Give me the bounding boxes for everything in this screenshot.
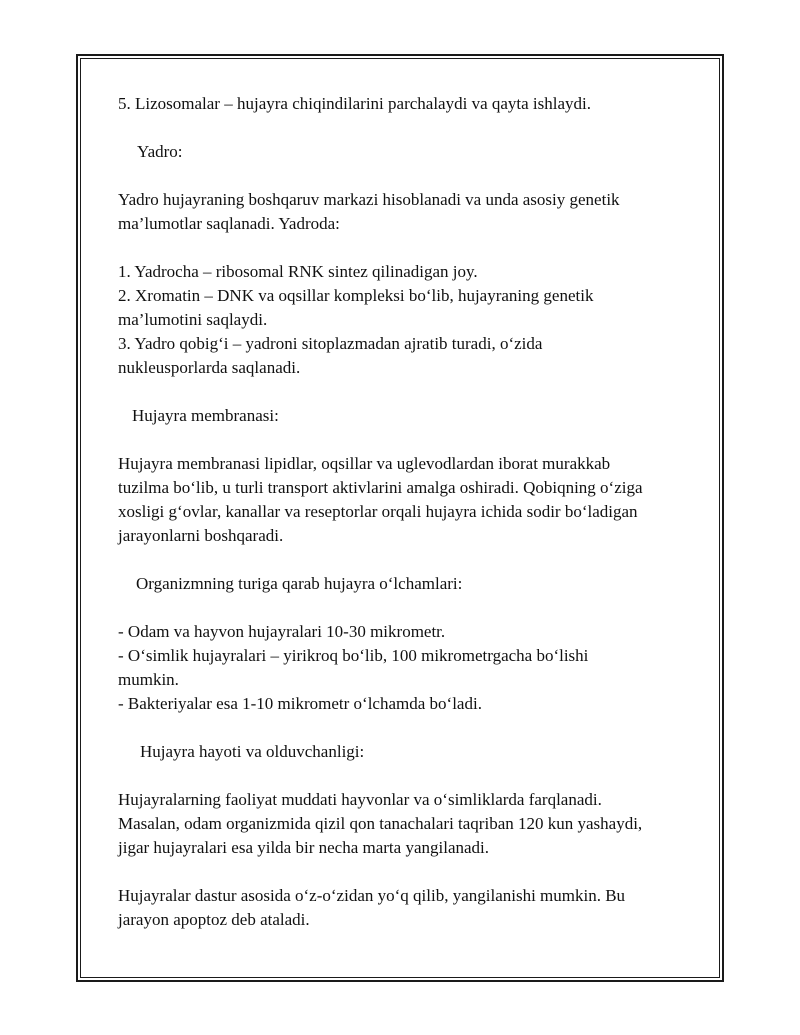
list-item-odam: - Odam va hayvon hujayralari 10-30 mikrometr. bbox=[118, 622, 446, 641]
paragraph-yadro-line-2: ma’lumotlar saqlanadi. Yadroda: bbox=[118, 214, 340, 233]
heading-yadro: Yadro: bbox=[137, 142, 183, 161]
paragraph-membrana-line-3: xosligi g‘ovlar, kanallar va reseptorlar orqali hujayra ichida sodir bo‘ladigan bbox=[118, 502, 638, 521]
paragraph-membrana-line-2: tuzilma bo‘lib, u turli transport aktivlarini amalga oshiradi. Qobiqning o‘ziga bbox=[118, 478, 643, 497]
paragraph-apoptoz-line-2: jarayon apoptoz deb ataladi. bbox=[118, 910, 310, 929]
heading-hayoti: Hujayra hayoti va olduvchanligi: bbox=[140, 742, 365, 761]
paragraph-hayoti-line-3: jigar hujayralari esa yilda bir necha marta yangilanadi. bbox=[118, 838, 490, 857]
list-item-osimlik-line-1: - O‘simlik hujayralari – yirikroq bo‘lib, 100 mikrometrgacha bo‘lishi bbox=[118, 646, 589, 665]
paragraph-hayoti-line-2: Masalan, odam organizmida qizil qon tanachalari taqriban 120 kun yashaydi, bbox=[118, 814, 643, 833]
list-item-osimlik-line-2: mumkin. bbox=[118, 670, 179, 689]
heading-membrana: Hujayra membranasi: bbox=[132, 406, 279, 425]
paragraph-hayoti-line-1: Hujayralarning faoliyat muddati hayvonlar va o‘simliklarda farqlanadi. bbox=[118, 790, 602, 809]
paragraph-membrana-line-1: Hujayra membranasi lipidlar, oqsillar va uglevodlardan iborat murakkab bbox=[118, 454, 611, 473]
list-item-xromatin-line-2: ma’lumotini saqlaydi. bbox=[118, 310, 268, 329]
paragraph-apoptoz-line-1: Hujayralar dastur asosida o‘z-o‘zidan yo‘q qilib, yangilanishi mumkin. Bu bbox=[118, 886, 626, 905]
list-item-qobig-line-2: nukleusporlarda saqlanadi. bbox=[118, 358, 301, 377]
heading-olchamlar: Organizmning turiga qarab hujayra o‘lchamlari: bbox=[136, 574, 463, 593]
list-item-qobig-line-1: 3. Yadro qobig‘i – yadroni sitoplazmadan ajratib turadi, o‘zida bbox=[118, 334, 543, 353]
list-item-xromatin-line-1: 2. Xromatin – DNK va oqsillar kompleksi bo‘lib, hujayraning genetik bbox=[118, 286, 594, 305]
paragraph-lizosomalar: 5. Lizosomalar – hujayra chiqindilarini parchalaydi va qayta ishlaydi. bbox=[118, 94, 592, 113]
list-item-bakteriya: - Bakteriyalar esa 1-10 mikrometr o‘lchamda bo‘ladi. bbox=[118, 694, 482, 713]
paragraph-membrana-line-4: jarayonlarni boshqaradi. bbox=[118, 526, 284, 545]
document-body bbox=[118, 92, 698, 932]
paragraph-yadro-line-1: Yadro hujayraning boshqaruv markazi hisoblanadi va unda asosiy genetik bbox=[118, 190, 620, 209]
list-item-yadrocha: 1. Yadrocha – ribosomal RNK sintez qilinadigan joy. bbox=[118, 262, 478, 281]
